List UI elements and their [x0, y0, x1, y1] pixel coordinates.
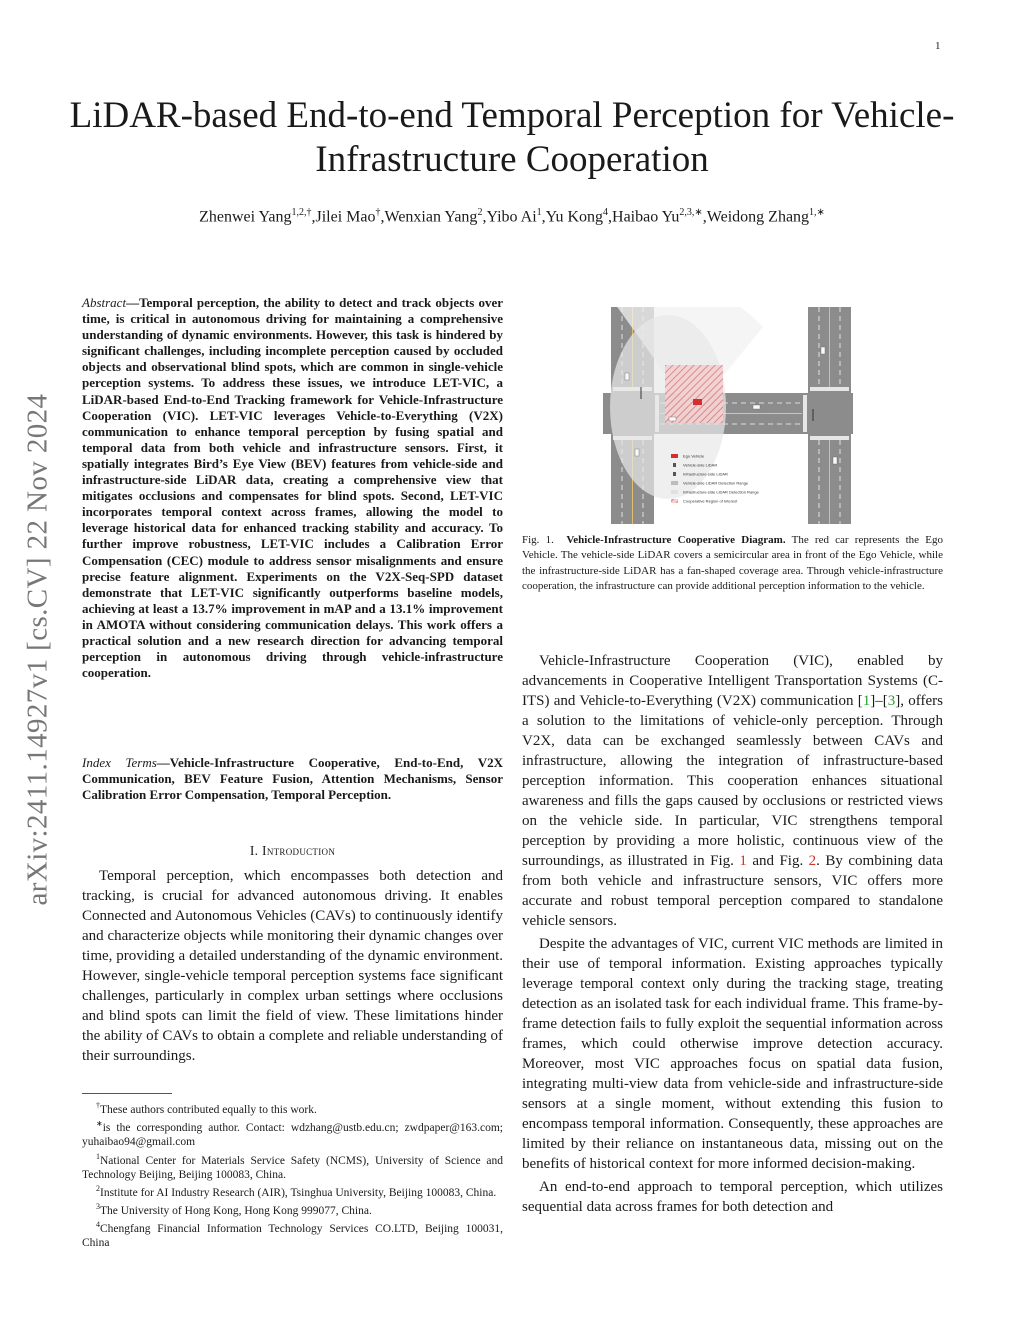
author-affiliation: 1,2,†	[291, 207, 312, 218]
footnote	[82, 1218, 503, 1250]
author: Zhenwei Yang	[199, 208, 292, 226]
text-run: and Fig.	[746, 853, 809, 869]
paragraph: Temporal perception, which encompasses both detection and tracking, is crucial for advanced autonomous driving. It enables Connected and Autonomous Vehicles (CAVs) to continuously identify and characterize objects while monitoring their dynamic changes over time, providing a detailed understanding of the dynamic environment. However, single-vehicle temporal perception systems face significant challenges, particularly in complex urban settings where occlusions and blind spots can limit the field of view. These limitations hinder the ability of CAVs to obtain a complete and reliable understanding of their surroundings.	[82, 868, 503, 1064]
arxiv-watermark: arXiv:2411.14927v1 [cs.CV] 22 Nov 2024	[21, 393, 54, 906]
author-affiliation: 2	[477, 207, 483, 218]
author: Weidong Zhang	[706, 208, 810, 226]
footnote	[82, 1182, 503, 1200]
citation-link[interactable]: 1	[862, 693, 871, 709]
right-body	[522, 651, 943, 1217]
author-affiliation: †	[375, 207, 381, 218]
page-number: 1	[935, 40, 941, 52]
footnote-text: National Center for Materials Service Safety (NCMS), University of Science and Technology Beijing, Beijing 100083, China.	[82, 1154, 503, 1181]
legend-label: Vehicle-side LiDAR Detection Range	[683, 480, 749, 486]
author: Jilei Mao	[315, 208, 376, 226]
legend-label: Infrastructure-side LiDAR Detection Range	[683, 489, 759, 495]
abstract-lead: Abstract	[82, 295, 127, 310]
paragraph: Despite the advantages of VIC, current VIC methods are limited in their use of temporal information. Existing approaches typically leverage temporal context only during the tracking stage, treating detection as an isolated task for each individual frame. This frame-by-frame detection fails to fully exploit the sequential information across frames, which could otherwise improve detection accuracy. Moreover, most VIC approaches focus on spatial data fusion, integrating multi-view data from vehicle-side and infrastructure-side sensors at a single moment, without extending this fusion to encompass temporal information. Consequently, these approaches are limited by their reliance on instantaneous data, missing out on the benefits of historical context for more informed decision-making.	[522, 936, 943, 1172]
figure-link[interactable]: 2	[808, 853, 817, 869]
footnote-text: Institute for AI Industry Research (AIR), Tsinghua University, Beijing 100083, China.	[100, 1186, 497, 1199]
author-list: Zhenwei Yang$^{1,2,\dagger}$,Jilei Mao†,Wenxian Yang$^2$,Yibo Ai$^1$,Yu Kong$^4$,Haibao $Yu^{2,3,∗},Weidong$ Zhang$^{1,∗}$	[199, 207, 825, 226]
text-run: ], offers a solution to the limitations of vehicle-only perception. Through V2X, data can be exchanged seamlessly between CAVs and infrastructure, allowing the integration of infrastructure-based perception information. This cooperation enhances situational awareness and fills the gaps caused by occlusions or restricted views on the vehicle side. In particular, VIC strengthens temporal perception by providing a more holistic, continuous view of the surroundings, as illustrated in Fig.	[522, 693, 943, 869]
footnote-mark: 3	[96, 1202, 100, 1212]
author: Yu Kong	[545, 208, 604, 226]
ego-vehicle-icon	[693, 399, 702, 405]
footnote-text: is the corresponding author. Contact: wdzhang@ustb.edu.cn; zwdpaper@163.com; yuhaibao94@gmail.com	[82, 1121, 503, 1149]
section-number: I.	[249, 843, 259, 858]
footnote-rule	[82, 1093, 172, 1094]
footnote-text: The University of Hong Kong, Hong Kong 999077, China.	[100, 1204, 372, 1217]
cooperative-roi	[665, 365, 723, 423]
section-title: Introduction	[262, 843, 336, 858]
caption-title: Vehicle-Infrastructure Cooperative Diagram.	[566, 534, 786, 546]
caption-label: Fig. 1.	[522, 534, 554, 546]
author: Wenxian Yang	[384, 208, 478, 226]
abstract	[82, 295, 503, 681]
author: Haibao Yu	[612, 208, 680, 226]
paragraph: An end-to-end approach to temporal perception, which utilizes sequential data across frames for both detection and	[522, 1179, 943, 1215]
intro-body	[82, 866, 503, 1066]
figure-intersection-diagram	[603, 307, 853, 524]
author-affiliation: 1	[536, 207, 542, 218]
footnote-mark: 1	[96, 1151, 100, 1161]
footnote	[82, 1099, 503, 1117]
caption-text: The red car represents the Ego Vehicle. The vehicle-side LiDAR covers a semicircular area in front of the Ego Vehicle, while the infrastructure-side LiDAR has a fan-shaped coverage area. Through vehicle-infrastructure cooperation, the infrastructure can provide additional perception information to the vehicle.	[522, 534, 943, 593]
footnote-mark: 2	[96, 1183, 100, 1193]
footnote	[82, 1150, 503, 1182]
index-terms-text: —Vehicle-Infrastructure Cooperative, End-to-End, V2X Communication, BEV Feature Fusion, Attention Mechanisms, Sensor Calibration Error Compensation, Temporal Perception.	[82, 755, 503, 803]
footnote-mark: 4	[96, 1220, 100, 1230]
text-run: . By combining data from both vehicle and infrastructure sensors, VIC offers more accurate and robust temporal perception compared to standalone vehicle sensors.	[522, 853, 943, 929]
footnote	[82, 1117, 503, 1149]
footnotes	[82, 1099, 503, 1251]
text-run: Vehicle-Infrastructure Cooperation (VIC), enabled by advancements in Cooperative Intelligent Transportation Systems (C-ITS) and Vehicle-to-Everything (V2X) communication [	[522, 653, 943, 709]
footnote-text: These authors contributed equally to this work.	[100, 1103, 317, 1116]
text-run: ]–[	[870, 693, 888, 709]
paper-title: LiDAR-based End-to-end Temporal Perception for Vehicle-Infrastructure Cooperation	[69, 95, 955, 180]
author-affiliation: 1,∗	[809, 207, 825, 218]
citation-link[interactable]: 3	[887, 693, 896, 709]
abstract-text: —Temporal perception, the ability to detect and track objects over time, is critical in autonomous driving for maintaining a comprehensive understanding of dynamic environments. However, this task is hindered by significant challenges, including incomplete perception caused by occluded objects and observational blind spots, which are common in single-vehicle perception systems. To address these issues, we introduce LET-VIC, a LiDAR-based End-to-End Tracking framework for Vehicle-Infrastructure Cooperation (VIC). LET-VIC leverages Vehicle-to-Everything (V2X) communication to enhance temporal perception by fusing spatial and temporal data from both vehicle and infrastructure sensors. First, it spatially integrates Bird’s Eye View (BEV) features from vehicle-side and infrastructure-side LiDAR data, creating a comprehensive view that mitigates occlusions and compensates for blind spots. Second, LET-VIC incorporates temporal context across frames, allowing the model to leverage historical data for enhanced tracking stability and accuracy. To further improve robustness, LET-VIC includes a Calibration Error Compensation (CEC) module to address sensor misalignments and ensure precise feature alignment. Experiments on the V2X-Seq-SPD dataset demonstrate that LET-VIC significantly outperforms baseline models, achieving at least a 13.7% improvement in mAP and a 13.1% improvement in AMOTA without considering communication delays. This work offers a practical solution and a new research direction for advancing temporal perception in autonomous driving through vehicle-infrastructure cooperation.	[82, 295, 503, 681]
legend-label: Cooperative Region of Interest	[683, 498, 738, 504]
index-terms	[82, 755, 503, 803]
author-affiliation: 4	[603, 207, 609, 218]
legend-label: Infrastructure-side LiDAR	[683, 471, 728, 477]
author-affiliation: 2,3,∗	[679, 207, 703, 218]
footnote-text: Chengfang Financial Information Technology Services CO.LTD, Beijing 100031, China	[82, 1223, 503, 1250]
footnote-mark: †	[96, 1101, 100, 1110]
footnote-mark: ∗	[96, 1119, 103, 1129]
legend-label: Vehicle-side LiDAR	[683, 462, 718, 468]
intersection-diagram	[603, 307, 853, 524]
section-heading	[82, 843, 503, 859]
index-terms-lead: Index Terms	[82, 755, 157, 770]
figure-link[interactable]: 1	[739, 853, 747, 869]
legend-label: Ego Vehicle	[683, 453, 705, 459]
author: Yibo Ai	[486, 208, 537, 226]
paragraph	[522, 651, 943, 931]
figure-caption	[522, 533, 943, 595]
footnote	[82, 1200, 503, 1218]
